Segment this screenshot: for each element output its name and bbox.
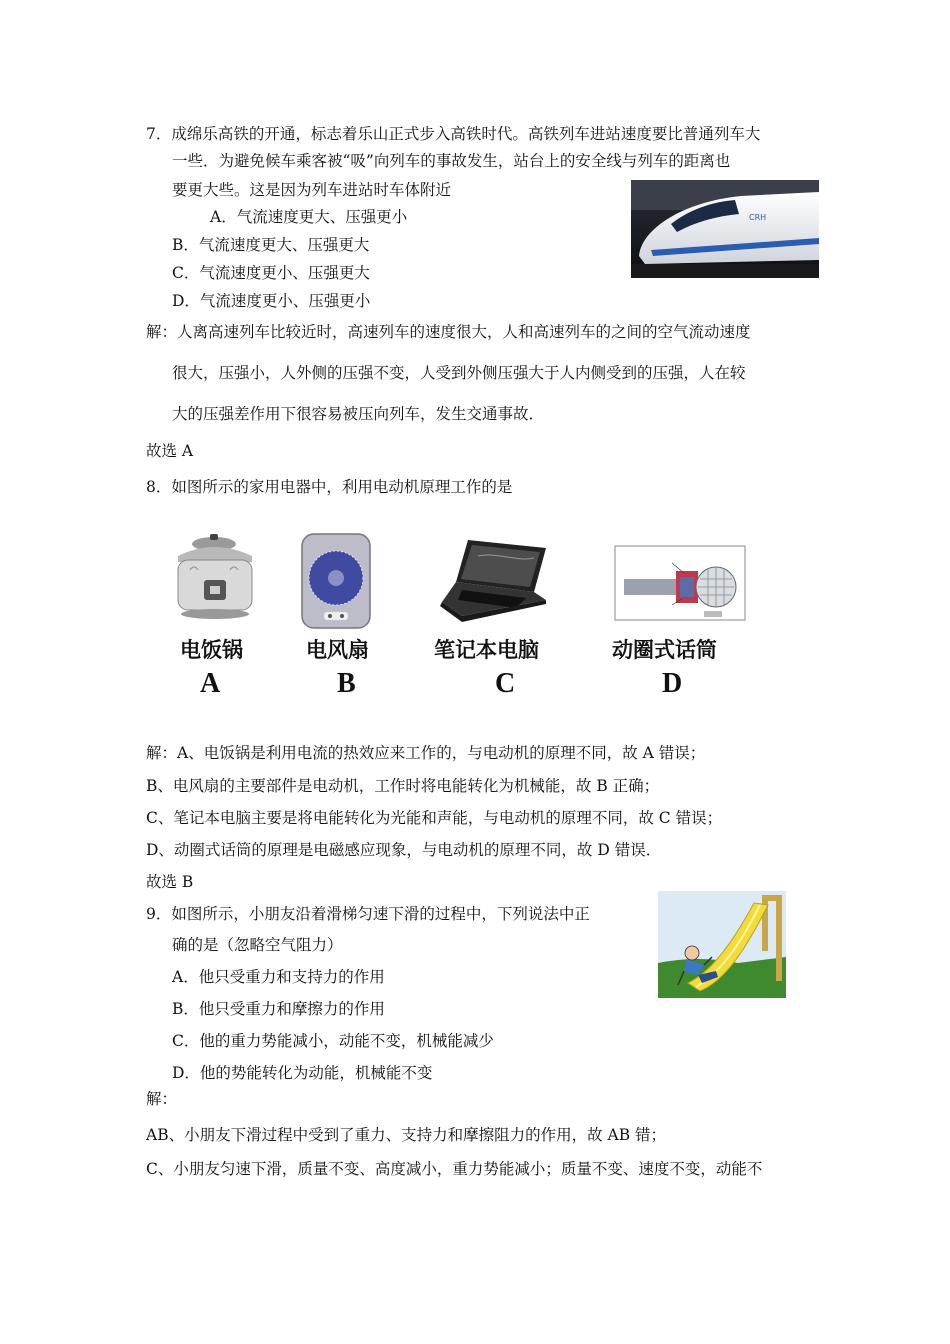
q8-item-a-letter: A [200, 668, 221, 699]
q8-stem: 8．如图所示的家用电器中，利用电动机原理工作的是 [146, 478, 513, 496]
q9-solution-line-1: AB、小朋友下滑过程中受到了重力、支持力和摩擦阻力的作用，故 AB 错； [146, 1126, 667, 1144]
high-speed-train-image [631, 180, 819, 278]
q8-item-d-name: 动圈式话筒 [612, 638, 717, 662]
q9-option-a: A．他只受重力和支持力的作用 [172, 968, 385, 986]
q7-option-a: A．气流速度更大、压强更小 [210, 208, 408, 226]
q8-solution-line-2: B、电风扇的主要部件是电动机，工作时将电能转化为机械能，故 B 正确； [146, 777, 660, 795]
q7-stem-line-3: 要更大些。这是因为列车进站时车体附近 [172, 181, 452, 199]
q8-item-a-name: 电饭锅 [180, 638, 243, 662]
q7-option-c: C．气流速度更小、压强更大 [172, 264, 370, 282]
q8-item-d-letter: D [662, 668, 683, 699]
q7-solution-line-1: 解：人离高速列车比较近时，高速列车的速度很大，人和高速列车的之间的空气流动速度 [146, 323, 751, 341]
q7-stem-line-2: 一些．为避免候车乘客被“吸”向列车的事故发生，站台上的安全线与列车的距离也 [172, 152, 731, 170]
q7-stem-line-1: 7．成绵乐高铁的开通，标志着乐山正式步入高铁时代。高铁列车进站速度要比普通列车大 [146, 125, 761, 143]
q9-option-d: D．他的势能转化为动能，机械能不变 [172, 1064, 433, 1082]
train-logo-text: CRH [749, 213, 767, 222]
q9-option-c: C．他的重力势能减小，动能不变，机械能减少 [172, 1032, 494, 1050]
q9-solution-line-2: C、小朋友匀速下滑，质量不变、高度减小，重力势能减小；质量不变、速度不变，动能不 [146, 1160, 763, 1178]
laptop-image [438, 538, 550, 623]
q8-item-c-name: 笔记本电脑 [434, 638, 539, 662]
q8-item-b-name: 电风扇 [306, 638, 369, 662]
q7-solution-line-2: 很大，压强小，人外侧的压强不变，人受到外侧压强大于人内侧受到的压强，人在较 [172, 364, 746, 382]
q8-item-b-letter: B [337, 668, 356, 699]
q9-stem-line-1: 9．如图所示，小朋友沿着滑梯匀速下滑的过程中，下列说法中正 [146, 905, 590, 923]
q8-answer: 故选 B [146, 873, 194, 891]
microphone-diagram-image [614, 545, 746, 621]
q9-solution-label: 解： [146, 1090, 178, 1108]
q7-option-d: D．气流速度更小、压强更小 [172, 292, 371, 310]
slide-child-image [658, 891, 786, 998]
q8-item-c-letter: C [495, 668, 516, 699]
electric-fan-image [300, 532, 372, 630]
q9-stem-line-2: 确的是（忽略空气阻力） [172, 936, 343, 954]
rice-cooker-image [168, 530, 268, 625]
q9-option-b: B．他只受重力和摩擦力的作用 [172, 1000, 385, 1018]
q7-solution-line-3: 大的压强差作用下很容易被压向列车，发生交通事故． [172, 405, 545, 423]
q8-solution-line-1: 解：A、电饭锅是利用电流的热效应来工作的，与电动机的原理不同，故 A 错误； [146, 744, 706, 762]
q8-solution-line-3: C、笔记本电脑主要是将电能转化为光能和声能，与电动机的原理不同，故 C 错误； [146, 809, 723, 827]
q7-option-b: B．气流速度更大、压强更大 [172, 236, 370, 254]
q8-solution-line-4: D、动圈式话筒的原理是电磁感应现象，与电动机的原理不同，故 D 错误． [146, 841, 662, 859]
q7-answer: 故选 A [146, 442, 194, 460]
